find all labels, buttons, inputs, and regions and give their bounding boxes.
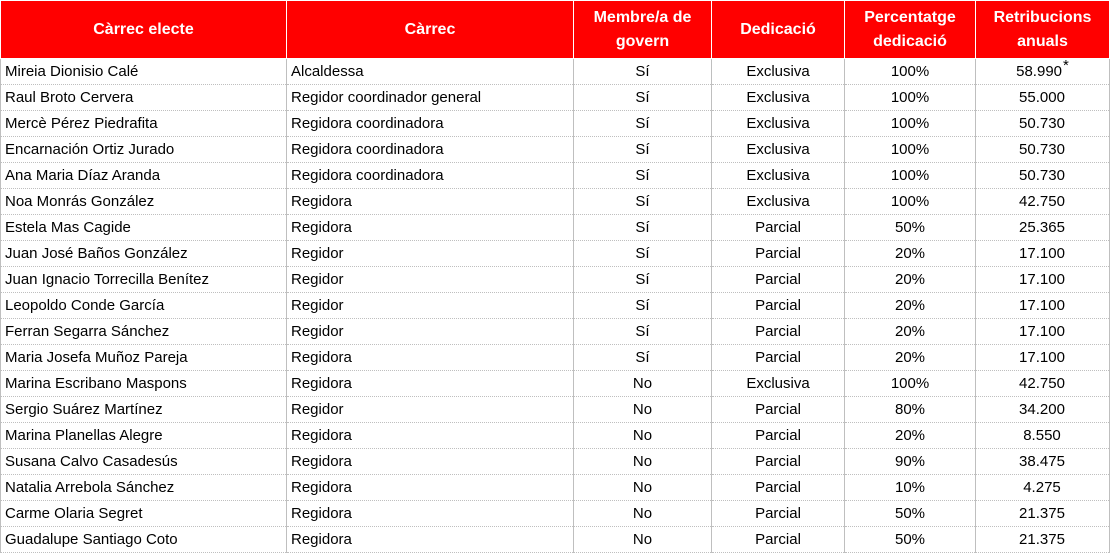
cell-nom — [1, 111, 287, 137]
table-row — [1, 423, 1110, 449]
cell-membre-govern — [574, 449, 712, 475]
cell-carrec-text: Regidora — [291, 349, 352, 366]
cell-nom-text: Natalia Arrebola Sánchez — [5, 479, 175, 496]
table-row — [1, 371, 1110, 397]
cell-nom-text: Estela Mas Cagide — [5, 219, 131, 236]
cell-retribucio — [976, 137, 1110, 163]
cell-nom-text: Mireia Dionisio Calé — [5, 63, 139, 80]
cell-membre-govern-text: Sí — [635, 115, 650, 132]
cell-retribucio-text: 17.100 — [1019, 271, 1065, 288]
cell-nom — [1, 397, 287, 423]
cell-retribucio-text: 50.730 — [1019, 115, 1065, 132]
header-text: dedicació — [873, 32, 947, 50]
cell-dedicacio-text: Exclusiva — [746, 375, 810, 392]
cell-nom-text: Marina Planellas Alegre — [5, 427, 163, 444]
cell-carrec — [287, 241, 574, 267]
cell-retribucio-text: 17.100 — [1019, 349, 1065, 366]
cell-membre-govern — [574, 293, 712, 319]
cell-retribucio — [976, 189, 1110, 215]
cell-membre-govern-text: No — [632, 479, 653, 496]
cell-retribucio-text: 42.750 — [1019, 193, 1065, 210]
cell-percentatge-text: 100% — [890, 167, 930, 184]
table-body — [1, 59, 1110, 553]
cell-nom-text: Ferran Segarra Sánchez — [5, 323, 170, 340]
cell-carrec-text: Regidora — [291, 531, 352, 548]
cell-dedicacio — [712, 85, 845, 111]
cell-percentatge-text: 100% — [890, 89, 930, 106]
cell-nom-text: Raul Broto Cervera — [5, 89, 134, 106]
cell-percentatge-text: 50% — [894, 531, 926, 548]
cell-percentatge-text: 20% — [894, 427, 926, 444]
cell-nom — [1, 189, 287, 215]
cell-membre-govern — [574, 397, 712, 423]
cell-membre-govern — [574, 267, 712, 293]
cell-dedicacio — [712, 59, 845, 85]
cell-retribucio — [976, 293, 1110, 319]
cell-nom — [1, 475, 287, 501]
cell-carrec — [287, 85, 574, 111]
cell-nom-text: Mercè Pérez Piedrafita — [5, 115, 158, 132]
cell-membre-govern — [574, 215, 712, 241]
cell-retribucio-text: 50.730 — [1019, 167, 1065, 184]
cell-percentatge — [845, 501, 976, 527]
cell-percentatge-text: 50% — [894, 505, 926, 522]
table-row — [1, 163, 1110, 189]
cell-carrec-text: Regidora — [291, 193, 352, 210]
cell-percentatge — [845, 397, 976, 423]
cell-membre-govern-text: Sí — [635, 271, 650, 288]
table-row — [1, 267, 1110, 293]
cell-percentatge-text: 100% — [890, 375, 930, 392]
cell-carrec — [287, 449, 574, 475]
cell-carrec — [287, 501, 574, 527]
cell-carrec — [287, 397, 574, 423]
cell-retribucio-text: 17.100 — [1019, 297, 1065, 314]
cell-percentatge-text: 100% — [890, 63, 930, 80]
cell-percentatge — [845, 215, 976, 241]
cell-retribucio-text: 8.550 — [1023, 427, 1061, 444]
cell-retribucio — [976, 501, 1110, 527]
cell-dedicacio — [712, 319, 845, 345]
table-row — [1, 241, 1110, 267]
cell-dedicacio-text: Parcial — [755, 401, 801, 418]
cell-membre-govern — [574, 111, 712, 137]
cell-retribucio-text: 38.475 — [1019, 453, 1065, 470]
cell-retribucio — [976, 241, 1110, 267]
cell-membre-govern-text: Sí — [635, 63, 650, 80]
table-row — [1, 59, 1110, 85]
cell-membre-govern — [574, 527, 712, 553]
cell-nom — [1, 85, 287, 111]
cell-retribucio-text: 21.375 — [1019, 505, 1065, 522]
cell-carrec — [287, 215, 574, 241]
cell-nom-text: Juan Ignacio Torrecilla Benítez — [5, 271, 210, 288]
cell-retribucio-text: 42.750 — [1019, 375, 1065, 392]
cell-nom — [1, 501, 287, 527]
header-dedicacio — [712, 1, 845, 59]
cell-retribucio-text: 21.375 — [1019, 531, 1065, 548]
cell-percentatge — [845, 319, 976, 345]
cell-membre-govern — [574, 85, 712, 111]
cell-carrec — [287, 163, 574, 189]
cell-retribucio — [976, 397, 1110, 423]
cell-membre-govern-text: Sí — [635, 349, 650, 366]
cell-percentatge — [845, 111, 976, 137]
cell-carrec-text: Regidora coordinadora — [291, 167, 444, 184]
cell-dedicacio-text: Exclusiva — [746, 141, 810, 158]
cell-percentatge — [845, 59, 976, 85]
cell-nom-text: Susana Calvo Casadesús — [5, 453, 178, 470]
cell-retribucio — [976, 85, 1110, 111]
cell-percentatge — [845, 345, 976, 371]
cell-dedicacio — [712, 111, 845, 137]
cell-retribucio — [976, 267, 1110, 293]
cell-dedicacio-text: Exclusiva — [746, 89, 810, 106]
cell-carrec-text: Regidor — [291, 401, 344, 418]
cell-dedicacio — [712, 501, 845, 527]
header-text: Percentatge — [864, 8, 956, 26]
cell-carrec — [287, 189, 574, 215]
cell-membre-govern-text: Sí — [635, 323, 650, 340]
cell-carrec — [287, 423, 574, 449]
cell-dedicacio-text: Parcial — [755, 531, 801, 548]
cell-dedicacio-text: Parcial — [755, 427, 801, 444]
cell-nom — [1, 293, 287, 319]
cell-membre-govern-text: No — [632, 401, 653, 418]
cell-carrec-text: Regidora coordinadora — [291, 141, 444, 158]
cell-membre-govern-text: Sí — [635, 297, 650, 314]
cell-dedicacio — [712, 293, 845, 319]
cell-membre-govern — [574, 189, 712, 215]
cell-dedicacio — [712, 423, 845, 449]
cell-membre-govern — [574, 501, 712, 527]
cell-carrec-text: Regidora — [291, 427, 352, 444]
cell-carrec — [287, 345, 574, 371]
cell-dedicacio — [712, 163, 845, 189]
header-retribucions — [976, 1, 1110, 59]
table-row — [1, 319, 1110, 345]
cell-membre-govern-text: No — [632, 505, 653, 522]
cell-nom-text: Sergio Suárez Martínez — [5, 401, 163, 418]
cell-nom — [1, 449, 287, 475]
cell-membre-govern — [574, 59, 712, 85]
cell-percentatge — [845, 423, 976, 449]
cell-dedicacio — [712, 241, 845, 267]
table-row — [1, 137, 1110, 163]
cell-dedicacio-text: Parcial — [755, 219, 801, 236]
cell-retribucio-text: 25.365 — [1019, 219, 1065, 236]
cell-membre-govern-text: Sí — [635, 219, 650, 236]
cell-membre-govern — [574, 137, 712, 163]
cell-nom — [1, 59, 287, 85]
cell-carrec — [287, 475, 574, 501]
cell-dedicacio-text: Parcial — [755, 349, 801, 366]
cell-percentatge — [845, 371, 976, 397]
header-row — [1, 1, 1110, 59]
cell-carrec-text: Regidor — [291, 245, 344, 262]
cell-percentatge-text: 20% — [894, 245, 926, 262]
cell-membre-govern-text: Sí — [635, 167, 650, 184]
cell-retribucio — [976, 111, 1110, 137]
table-row — [1, 397, 1110, 423]
header-text: Dedicació — [740, 20, 816, 38]
cell-nom — [1, 241, 287, 267]
cell-dedicacio-text: Exclusiva — [746, 193, 810, 210]
cell-retribucio — [976, 371, 1110, 397]
cell-retribucio — [976, 345, 1110, 371]
cell-nom — [1, 319, 287, 345]
header-text: Càrrec — [404, 20, 456, 38]
table-row — [1, 85, 1110, 111]
cell-carrec — [287, 59, 574, 85]
cell-retribucio-text: 17.100 — [1019, 245, 1065, 262]
cell-carrec-text: Regidor — [291, 271, 344, 288]
cell-dedicacio — [712, 137, 845, 163]
header-carrec-electe — [1, 1, 287, 59]
cell-carrec — [287, 371, 574, 397]
table-row — [1, 527, 1110, 553]
cell-carrec-text: Regidora — [291, 453, 352, 470]
cell-carrec-text: Regidora coordinadora — [291, 115, 444, 132]
cell-percentatge — [845, 527, 976, 553]
header-text: anuals — [1017, 32, 1068, 50]
cell-nom-text: Guadalupe Santiago Coto — [5, 531, 178, 548]
table-row — [1, 293, 1110, 319]
header-percentatge — [845, 1, 976, 59]
cell-membre-govern — [574, 241, 712, 267]
cell-nom-text: Carme Olaria Segret — [5, 505, 143, 522]
cell-carrec-text: Regidora — [291, 375, 352, 392]
cell-nom-text: Ana Maria Díaz Aranda — [5, 167, 161, 184]
cell-percentatge-text: 100% — [890, 141, 930, 158]
cell-retribucio-text: 17.100 — [1019, 323, 1065, 340]
table-row — [1, 189, 1110, 215]
cell-dedicacio — [712, 267, 845, 293]
cell-membre-govern-text: Sí — [635, 245, 650, 262]
cell-dedicacio — [712, 527, 845, 553]
cell-nom — [1, 371, 287, 397]
cell-nom-text: Noa Monrás González — [5, 193, 155, 210]
cell-nom — [1, 527, 287, 553]
cell-nom-text: Leopoldo Conde García — [5, 297, 165, 314]
cell-nom-text: Marina Escribano Maspons — [5, 375, 187, 392]
table-row — [1, 449, 1110, 475]
cell-retribucio-text: 58.990 — [1016, 63, 1063, 80]
cell-membre-govern — [574, 345, 712, 371]
cell-membre-govern-text: No — [632, 427, 653, 444]
cell-retribucio-text: 4.275 — [1023, 479, 1061, 496]
header-text: Retribucions — [993, 8, 1092, 26]
cell-percentatge — [845, 137, 976, 163]
cell-nom-text: Encarnación Ortiz Jurado — [5, 141, 175, 158]
cell-membre-govern-text: No — [632, 531, 653, 548]
cell-dedicacio-text: Parcial — [755, 505, 801, 522]
cell-dedicacio — [712, 189, 845, 215]
cell-nom — [1, 345, 287, 371]
cell-percentatge-text: 80% — [894, 401, 926, 418]
table-row — [1, 475, 1110, 501]
cell-carrec — [287, 527, 574, 553]
cell-dedicacio — [712, 345, 845, 371]
cell-carrec-text: Regidor coordinador general — [291, 89, 482, 106]
cell-retribucio — [976, 527, 1110, 553]
cell-dedicacio-text: Exclusiva — [746, 167, 810, 184]
cell-carrec-text: Regidor — [291, 297, 344, 314]
header-carrec — [287, 1, 574, 59]
cell-carrec — [287, 137, 574, 163]
cell-dedicacio-text: Parcial — [755, 297, 801, 314]
cell-percentatge — [845, 293, 976, 319]
cell-carrec — [287, 293, 574, 319]
cell-membre-govern-text: No — [632, 453, 653, 470]
cell-nom — [1, 423, 287, 449]
table-row — [1, 111, 1110, 137]
cell-membre-govern-text: Sí — [635, 193, 650, 210]
cell-membre-govern — [574, 319, 712, 345]
cell-percentatge-text: 100% — [890, 193, 930, 210]
cell-retribucio — [976, 319, 1110, 345]
cell-membre-govern — [574, 163, 712, 189]
cell-carrec-text: Regidora — [291, 479, 352, 496]
cell-percentatge-text: 90% — [894, 453, 926, 470]
cell-dedicacio-text: Parcial — [755, 323, 801, 340]
cell-percentatge — [845, 267, 976, 293]
cell-dedicacio — [712, 449, 845, 475]
table-row — [1, 215, 1110, 241]
cell-dedicacio-text: Parcial — [755, 245, 801, 262]
cell-percentatge — [845, 241, 976, 267]
cell-retribucio — [976, 475, 1110, 501]
cell-dedicacio-text: Exclusiva — [746, 63, 810, 80]
cell-percentatge-text: 20% — [894, 349, 926, 366]
cell-dedicacio — [712, 397, 845, 423]
cell-retribucio — [976, 423, 1110, 449]
footnote-marker: * — [1063, 58, 1069, 74]
cell-percentatge — [845, 163, 976, 189]
cell-carrec — [287, 267, 574, 293]
cell-percentatge-text: 20% — [894, 297, 926, 314]
table-row — [1, 501, 1110, 527]
header-text: govern — [615, 32, 670, 50]
cell-carrec — [287, 319, 574, 345]
cell-membre-govern — [574, 423, 712, 449]
cell-retribucio — [976, 163, 1110, 189]
cell-retribucio — [976, 449, 1110, 475]
cell-percentatge-text: 20% — [894, 271, 926, 288]
cell-nom — [1, 267, 287, 293]
cell-carrec-text: Alcaldessa — [291, 63, 364, 80]
cell-retribucio — [976, 215, 1110, 241]
table-row — [1, 345, 1110, 371]
cell-nom — [1, 163, 287, 189]
cell-percentatge-text: 10% — [894, 479, 926, 496]
cell-percentatge — [845, 449, 976, 475]
cell-dedicacio — [712, 371, 845, 397]
header-text: Càrrec electe — [93, 20, 194, 38]
cell-carrec — [287, 111, 574, 137]
cell-carrec-text: Regidora — [291, 505, 352, 522]
cell-percentatge-text: 50% — [894, 219, 926, 236]
cell-membre-govern-text: No — [632, 375, 653, 392]
cell-percentatge — [845, 189, 976, 215]
cell-membre-govern-text: Sí — [635, 141, 650, 158]
cell-dedicacio-text: Exclusiva — [746, 115, 810, 132]
cell-nom-text: Maria Josefa Muñoz Pareja — [5, 349, 188, 366]
cell-nom-text: Juan José Baños González — [5, 245, 188, 262]
cell-retribucio-text: 50.730 — [1019, 141, 1065, 158]
cell-membre-govern-text: Sí — [635, 89, 650, 106]
header-text: Membre/a de — [593, 8, 692, 26]
cell-percentatge-text: 20% — [894, 323, 926, 340]
cell-dedicacio-text: Parcial — [755, 453, 801, 470]
cell-percentatge — [845, 475, 976, 501]
cell-percentatge-text: 100% — [890, 115, 930, 132]
cell-percentatge — [845, 85, 976, 111]
cell-nom — [1, 137, 287, 163]
cell-nom — [1, 215, 287, 241]
cell-retribucio-text: 34.200 — [1019, 401, 1065, 418]
cell-dedicacio — [712, 215, 845, 241]
cell-membre-govern — [574, 371, 712, 397]
cell-retribucio-text: 55.000 — [1019, 89, 1065, 106]
header-membre-govern — [574, 1, 712, 59]
cell-dedicacio-text: Parcial — [755, 271, 801, 288]
cell-carrec-text: Regidora — [291, 219, 352, 236]
cell-retribucio — [976, 59, 1110, 85]
cell-carrec-text: Regidor — [291, 323, 344, 340]
cell-membre-govern — [574, 475, 712, 501]
cell-dedicacio — [712, 475, 845, 501]
cell-dedicacio-text: Parcial — [755, 479, 801, 496]
